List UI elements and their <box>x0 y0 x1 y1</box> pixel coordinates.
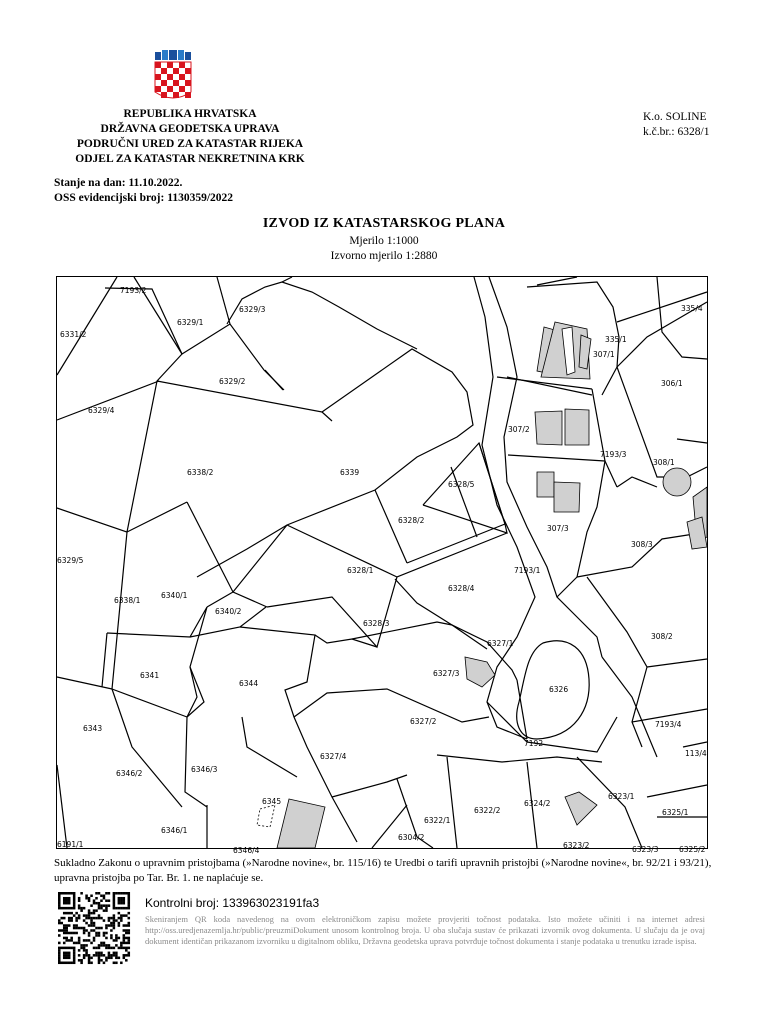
parcel-label: 6324/2 <box>524 799 551 808</box>
parcel-label: 6341 <box>140 671 160 680</box>
oss-number: OSS evidencijski broj: 1130359/2022 <box>54 192 234 204</box>
parcel-label: 7193/4 <box>655 720 682 729</box>
parcel-label: 6346/2 <box>116 769 143 778</box>
parcel-boundaries <box>57 277 707 848</box>
parcel-label: 6340/2 <box>215 607 242 616</box>
parcel-label: 6346/1 <box>161 826 188 835</box>
parcel-label: 6327/2 <box>410 717 437 726</box>
parcel-label: 307/2 <box>508 425 530 434</box>
authority-line-4: ODJEL ZA KATASTAR NEKRETNINA KRK <box>75 153 305 165</box>
parcel-label: 7193/1 <box>514 566 541 575</box>
parcel-label: 306/1 <box>661 379 683 388</box>
parcel-label: 6338/2 <box>187 468 214 477</box>
croatian-coat-of-arms-icon <box>152 50 194 102</box>
parcel-label: 6344 <box>239 679 259 688</box>
parcel-label: 6327/1 <box>487 639 514 648</box>
authority-line-3: PODRUČNI URED ZA KATASTAR RIJEKA <box>76 138 304 150</box>
parcel-label: 6329/5 <box>57 556 84 565</box>
parcel-label: 6345 <box>262 797 282 806</box>
parcel-label: 335/1 <box>605 335 627 344</box>
parcel-label: 6322/2 <box>474 806 501 815</box>
authority-line-1: REPUBLIKA HRVATSKA <box>123 108 257 120</box>
cadastral-map-drawing <box>57 277 707 855</box>
parcel-number: k.č.br.: 6328/1 <box>643 126 710 138</box>
parcel-label: 308/3 <box>631 540 653 549</box>
parcel-label: 307/3 <box>547 524 569 533</box>
parcel-label: 6329/1 <box>177 318 204 327</box>
authority-line-2: DRŽAVNA GEODETSKA UPRAVA <box>100 123 280 135</box>
parcel-label: 6329/4 <box>88 406 115 415</box>
parcel-label: 6346/4 <box>233 846 260 855</box>
parcel-label: 6338/1 <box>114 596 141 605</box>
map-scale: Mjerilo 1:1000 <box>349 235 419 247</box>
parcel-label: 113/4 <box>685 749 707 758</box>
parcel-label: 6191/1 <box>57 840 84 849</box>
parcel-label: 6323/2 <box>563 841 590 850</box>
qr-code-icon <box>54 892 134 964</box>
parcel-label: 6340/1 <box>161 591 188 600</box>
parcel-label: 6328/2 <box>398 516 425 525</box>
parcel-label: 6327/3 <box>433 669 460 678</box>
status-block <box>54 176 233 206</box>
parcel-label: 6327/4 <box>320 752 347 761</box>
parcel-reference <box>643 110 709 140</box>
parcel-label: 6325/2 <box>679 845 706 854</box>
control-number: Kontrolni broj: 133963023191fa3 <box>145 896 320 910</box>
parcel-label: 6331/2 <box>60 330 87 339</box>
parcel-label: 307/1 <box>593 350 615 359</box>
issuing-authority <box>60 107 320 167</box>
parcel-label: 6304/2 <box>398 833 425 842</box>
parcel-label: 335/4 <box>681 304 703 313</box>
document-title: IZVOD IZ KATASTARSKOG PLANA <box>262 216 506 231</box>
parcel-label: 6329/2 <box>219 377 246 386</box>
parcel-label: 7192 <box>524 739 544 748</box>
original-scale: Izvorno mjerilo 1:2880 <box>330 250 438 262</box>
parcel-label: 6326 <box>549 685 569 694</box>
verification-disclaimer: Skeniranjem QR koda navedenog na ovom elektroničkom zapisu možete provjeriti točnost podataka. Isto možete učiniti i na internet adresi http://oss.uredjenazemlja.hr/public/preuzmiDokument unosom kontrolnog broja. U oba slučaja sustav će prikazati izvornik ovog dokumenta. U slučaju da je ovaj dokument identičan prikazanom izvorniku u digitalnom obliku, Državna geodetska uprava potvrđuje točnost dokumenta i stanje podataka u trenutku izrade ispisa. <box>145 914 705 946</box>
parcel-label: 6329/3 <box>239 305 266 314</box>
parcel-label: 6322/1 <box>424 816 451 825</box>
parcel-label: 6328/4 <box>448 584 475 593</box>
fee-exemption-note: Sukladno Zakonu o upravnim pristojbama (»Narodne novine«, br. 115/16) te Uredbi o tarifi upravnih pristojbi (»Narodne novine«, br. 92/21 i 93/21), upravna pristojba po Tar. Br. 1. ne naplaćuje se. <box>54 857 712 884</box>
parcel-label: 6328/1 <box>347 566 374 575</box>
cadastral-municipality: K.o. SOLINE <box>643 111 707 123</box>
parcel-label: 6328/3 <box>363 619 390 628</box>
parcel-label: 308/2 <box>651 632 673 641</box>
status-date: Stanje na dan: 11.10.2022. <box>54 177 183 189</box>
parcel-label: 6339 <box>340 468 360 477</box>
parcel-label: 6328/5 <box>448 480 475 489</box>
parcel-label: 308/1 <box>653 458 675 467</box>
parcel-label: 6323/3 <box>632 845 659 854</box>
parcel-label: 6323/1 <box>608 792 635 801</box>
buildings <box>277 322 707 848</box>
cadastral-map <box>56 276 708 855</box>
parcel-label: 6346/3 <box>191 765 218 774</box>
parcel-label: 6325/1 <box>662 808 689 817</box>
planned-building <box>257 805 275 827</box>
parcel-label: 7193/3 <box>600 450 627 459</box>
parcel-label: 6343 <box>83 724 103 733</box>
parcel-label: 7193/2 <box>120 286 147 295</box>
